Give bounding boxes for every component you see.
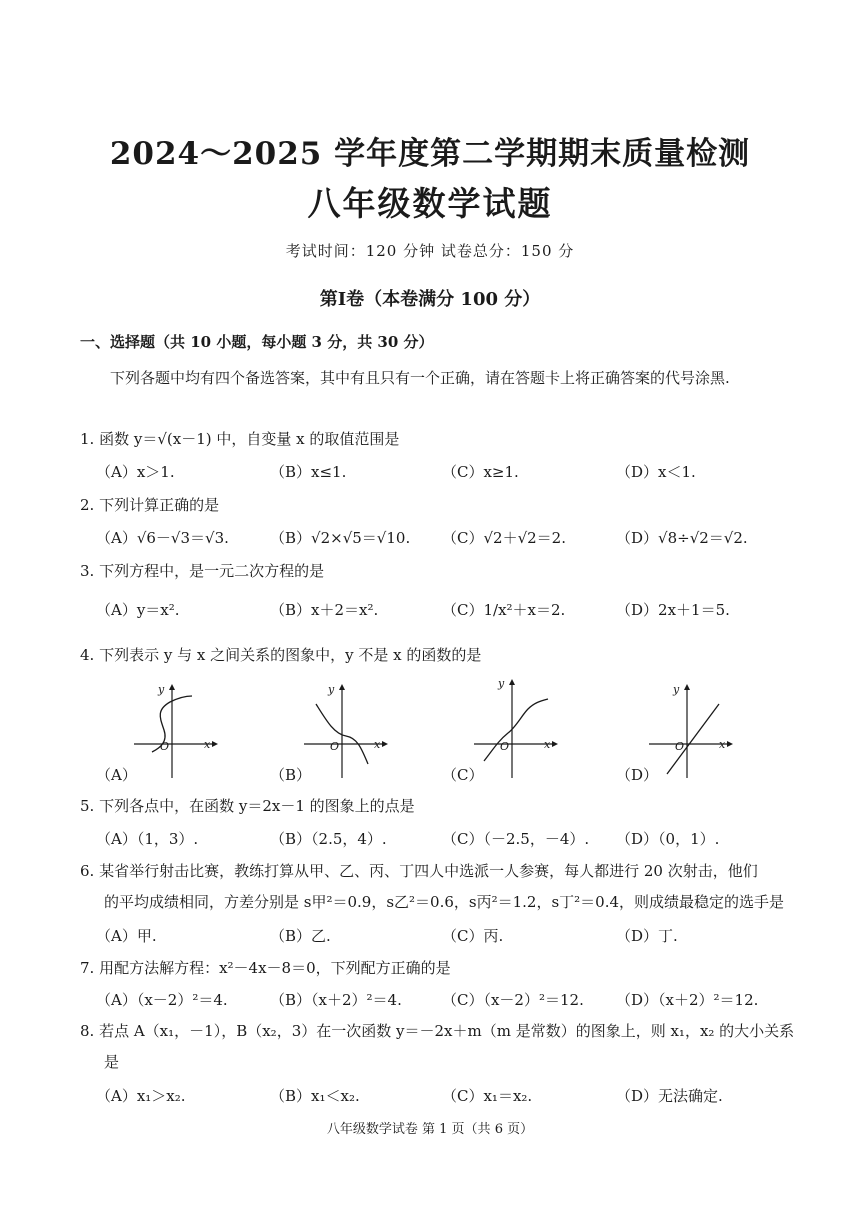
question-2-option-c: （C）√2＋√2＝2. [442,529,566,547]
question-5-option-b: （B）（2.5，4）. [270,830,387,848]
question-7-option-a: （A）（x－2）²＝4. [96,991,228,1009]
question-1-option-a: （A）x＞1. [96,463,175,481]
question-2-option-b: （B）√2×√5＝√10. [270,529,411,547]
graph-c-origin-label: O [500,740,510,753]
graph-d [645,680,737,780]
graph-b-origin-label: O [330,740,340,753]
question-3-option-b: （B）x＋2＝x². [270,601,379,619]
question-7-option-c: （C）（x－2）²＝12. [442,991,584,1009]
graph-b [300,680,392,780]
graph-b-y-label: y [328,683,335,696]
question-3-option-d: （D）2x＋1＝5. [616,601,730,619]
graph-a-x-label: x [204,738,211,751]
question-4-option-a: （A） [96,766,137,784]
graph-a-y-label: y [158,683,165,696]
question-4-option-c: （C） [442,766,484,784]
question-5-stem: 5. 下列各点中，在函数 y＝2x－1 的图象上的点是 [80,797,415,815]
question-6-option-a: （A）甲. [96,927,157,945]
question-1-stem: 1. 函数 y＝√(x－1) 中，自变量 x 的取值范围是 [80,430,400,448]
question-8-option-d: （D）无法确定. [616,1087,723,1105]
question-3-option-a: （A）y＝x². [96,601,180,619]
question-7-option-d: （D）（x＋2）²＝12. [616,991,759,1009]
question-5-option-a: （A）（1，3）. [96,830,199,848]
question-8-option-b: （B）x₁＜x₂. [270,1087,360,1105]
question-2-option-a: （A）√6－√3＝√3. [96,529,229,547]
question-5-option-c: （C）（－2.5，－4）. [442,830,590,848]
exam-info: 考试时间：120 分钟 试卷总分：150 分 [285,242,575,260]
question-1-option-d: （D）x＜1. [616,463,696,481]
graph-d-origin-label: O [675,740,685,753]
page-footer: 八年级数学试卷 第 1 页（共 6 页） [326,1122,534,1137]
question-6-option-d: （D）丁. [616,927,678,945]
question-6-option-b: （B）乙. [270,927,331,945]
question-3-stem: 3. 下列方程中，是一元二次方程的是 [80,562,325,580]
question-1-option-b: （B）x≤1. [270,463,347,481]
question-2-option-d: （D）√8÷√2＝√2. [616,529,748,547]
graph-c [470,675,562,780]
question-1-option-c: （C）x≥1. [442,463,519,481]
section-instruction: 下列各题中均有四个备选答案，其中有且只有一个正确，请在答题卡上将正确答案的代号涂黑. [110,369,730,387]
exam-subtitle: 八年级数学试题 [307,184,553,223]
question-3-option-c: （C）1/x²＋x＝2. [442,601,566,619]
part-title: 第Ⅰ卷（本卷满分 100 分） [319,289,541,310]
graph-c-x-label: x [544,738,551,751]
question-7-option-b: （B）（x＋2）²＝4. [270,991,402,1009]
section-heading: 一、选择题（共 10 小题，每小题 3 分，共 30 分） [80,333,434,351]
graph-b-x-label: x [374,738,381,751]
graph-d-y-label: y [673,683,680,696]
graph-c-y-label: y [498,677,505,690]
question-8-stem: 8. 若点 A（x₁，－1），B（x₂，3）在一次函数 y＝－2x＋m（m 是常数）的图象上，则 x₁，x₂ 的大小关系 [80,1022,795,1040]
question-6-option-c: （C）丙. [442,927,504,945]
graph-d-x-label: x [719,738,726,751]
question-4-stem: 4. 下列表示 y 与 x 之间关系的图象中，y 不是 x 的函数的是 [80,646,482,664]
graph-a-origin-label: O [160,740,170,753]
question-6-stem-continued: 的平均成绩相同，方差分别是 s甲²＝0.9，s乙²＝0.6，s丙²＝1.2，s丁²＝0.4，则成绩最稳定的选手是 [104,893,785,911]
question-6-stem: 6. 某省举行射击比赛，教练打算从甲、乙、丙、丁四人中选派一人参赛，每人都进行 20 次射击，他们 [80,862,758,880]
question-7-stem: 7. 用配方法解方程：x²－4x－8＝0，下列配方正确的是 [80,959,451,977]
question-4-option-b: （B） [270,766,312,784]
question-8-option-a: （A）x₁＞x₂. [96,1087,186,1105]
question-8-stem-continued: 是 [104,1053,120,1071]
question-8-option-c: （C）x₁＝x₂. [442,1087,533,1105]
graph-a [130,680,222,780]
exam-title: 2024～2025 学年度第二学期期末质量检测 [109,136,751,172]
question-2-stem: 2. 下列计算正确的是 [80,496,220,514]
question-5-option-d: （D）（0，1）. [616,830,720,848]
question-4-option-d: （D） [616,766,659,784]
